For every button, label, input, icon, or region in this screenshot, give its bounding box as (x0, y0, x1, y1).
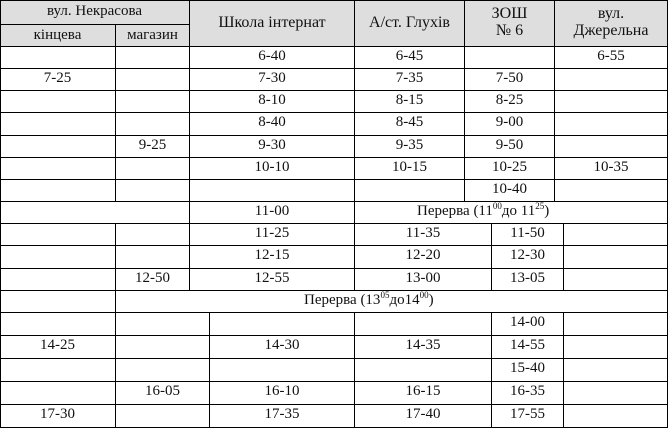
rows3-r0-c4: 14-00 (492, 313, 564, 336)
rows-r6-c1 (116, 180, 190, 202)
rows-r3-c1 (116, 113, 190, 135)
rows-r1-c4: 7-50 (465, 69, 555, 91)
rows3-r0-c2 (210, 313, 355, 336)
rows-r5-c2: 10-10 (190, 158, 355, 180)
rows-r3-c4: 9-00 (465, 113, 555, 135)
rows3-r2-c2 (210, 359, 355, 382)
header-dzherelna-line1: вул. (597, 5, 625, 23)
rows3-r2-c4: 15-40 (492, 359, 564, 382)
rows3-r4-c5 (564, 405, 668, 428)
rows-r5-c0 (0, 158, 116, 180)
rows-r3-c2: 8-40 (190, 113, 355, 135)
rows-r4-c0 (0, 136, 116, 158)
rows2-r2-c1: 12-50 (116, 269, 190, 291)
rows-r0-c0 (0, 47, 116, 69)
rows2-r1-c1 (116, 246, 190, 268)
header-kintseva: кінцева (0, 25, 116, 47)
rows3-r0-c1 (116, 313, 210, 336)
rows3-r4-c3: 17-40 (355, 405, 492, 428)
rows-r4-c3: 9-35 (355, 136, 465, 158)
rows3-r4-c1 (116, 405, 210, 428)
rows2-r2-c4: 13-05 (492, 269, 564, 291)
rows3-r3-c1: 16-05 (116, 382, 210, 405)
rows2-r2-c5 (564, 269, 668, 291)
header-zosh-line2: № 6 (495, 22, 524, 39)
header-zosh-line1: ЗОШ (491, 5, 528, 23)
header-zosh (465, 0, 555, 47)
break2-text-mid: до14 (389, 292, 420, 308)
break2-sup1: 05 (380, 290, 390, 300)
rows3-r3-c2: 16-10 (210, 382, 355, 405)
rows2-r0-c1 (116, 224, 190, 246)
rows-r4-c1: 9-25 (116, 136, 190, 158)
header-mahazyn: магазин (116, 25, 190, 47)
rows3-r1-c3: 14-35 (355, 336, 492, 359)
rows-r2-c3: 8-15 (355, 91, 465, 113)
rows2-r0-c3: 11-35 (355, 224, 492, 246)
break1-sup2: 25 (535, 201, 545, 211)
rows-r3-c5 (555, 113, 668, 135)
rows3-r3-c3: 16-15 (355, 382, 492, 405)
rows2-r0-c0 (0, 224, 116, 246)
rows2-r2-c2: 12-55 (190, 269, 355, 291)
rows2-r2-c0 (0, 269, 116, 291)
break1-text-mid: до 11 (501, 203, 536, 219)
break1-text-suffix: ) (544, 203, 550, 219)
rows2-r1-c0 (0, 246, 116, 268)
rows-r2-c5 (555, 91, 668, 113)
rows3-r1-c1 (116, 336, 210, 359)
rows3-r0-c0 (0, 313, 116, 336)
rows-r2-c2: 8-10 (190, 91, 355, 113)
break2-text-suffix: ) (428, 292, 434, 308)
rows-r1-c2: 7-30 (190, 69, 355, 91)
break2-text-prefix: Перерва (13 (304, 292, 381, 308)
rows-r3-c0 (0, 113, 116, 135)
rows2-r1-c5 (564, 246, 668, 268)
break1-sup1: 00 (492, 201, 502, 211)
rows-r6-c2 (190, 180, 355, 202)
rows3-r4-c4: 17-55 (492, 405, 564, 428)
rows3-r0-c5 (564, 313, 668, 336)
rows2-r1-c3: 12-20 (355, 246, 492, 268)
rows3-r3-c4: 16-35 (492, 382, 564, 405)
break1-text (355, 202, 668, 224)
rows-r6-c3 (355, 180, 465, 202)
rows-r1-c3: 7-35 (355, 69, 465, 91)
break2-text (116, 291, 668, 313)
rows-r2-c1 (116, 91, 190, 113)
rows2-r0-c2: 11-25 (190, 224, 355, 246)
header-nekrasova-group: вул. Некрасова (0, 0, 190, 25)
rows-r5-c4: 10-25 (465, 158, 555, 180)
break1-shkola-time: 11-00 (190, 202, 355, 224)
rows-r0-c4 (465, 47, 555, 69)
rows3-r2-c5 (564, 359, 668, 382)
rows-r6-c4: 10-40 (465, 180, 555, 202)
rows3-r3-c5 (564, 382, 668, 405)
header-dzherelna (555, 0, 668, 47)
rows3-r4-c0: 17-30 (0, 405, 116, 428)
rows2-r1-c2: 12-15 (190, 246, 355, 268)
header-ast-hlukhiv: А/ст. Глухів (355, 0, 465, 47)
rows-r3-c3: 8-45 (355, 113, 465, 135)
rows-r1-c0: 7-25 (0, 69, 116, 91)
rows-r5-c5: 10-35 (555, 158, 668, 180)
rows2-r0-c5 (564, 224, 668, 246)
rows3-r0-c3 (355, 313, 492, 336)
rows-r4-c4: 9-50 (465, 136, 555, 158)
rows3-r2-c0 (0, 359, 116, 382)
rows-r4-c5 (555, 136, 668, 158)
rows2-r1-c4: 12-30 (492, 246, 564, 268)
rows-r0-c5: 6-55 (555, 47, 668, 69)
rows-r6-c0 (0, 180, 116, 202)
header-dzherelna-line2: Джерельна (573, 22, 649, 39)
rows3-r1-c0: 14-25 (0, 336, 116, 359)
rows-r1-c1 (116, 69, 190, 91)
rows3-r3-c0 (0, 382, 116, 405)
rows-r5-c3: 10-15 (355, 158, 465, 180)
header-shkola: Школа інтернат (190, 0, 355, 47)
rows-r0-c2: 6-40 (190, 47, 355, 69)
rows3-r2-c1 (116, 359, 210, 382)
rows3-r4-c2: 17-35 (210, 405, 355, 428)
rows-r6-c5 (555, 180, 668, 202)
rows-r0-c3: 6-45 (355, 47, 465, 69)
rows3-r2-c3 (355, 359, 492, 382)
rows-r1-c5 (555, 69, 668, 91)
break2-sup2: 00 (419, 290, 429, 300)
break2-empty-left (0, 291, 116, 313)
rows2-r2-c3: 13-00 (355, 269, 492, 291)
rows3-r1-c4: 14-55 (492, 336, 564, 359)
rows-r2-c0 (0, 91, 116, 113)
rows-r4-c2: 9-30 (190, 136, 355, 158)
break1-text-prefix: Перерва (11 (417, 203, 493, 219)
rows-r5-c1 (116, 158, 190, 180)
rows2-r0-c4: 11-50 (492, 224, 564, 246)
break1-empty-left (0, 202, 190, 224)
rows-r0-c1 (116, 47, 190, 69)
rows-r2-c4: 8-25 (465, 91, 555, 113)
rows3-r1-c5 (564, 336, 668, 359)
rows3-r1-c2: 14-30 (210, 336, 355, 359)
